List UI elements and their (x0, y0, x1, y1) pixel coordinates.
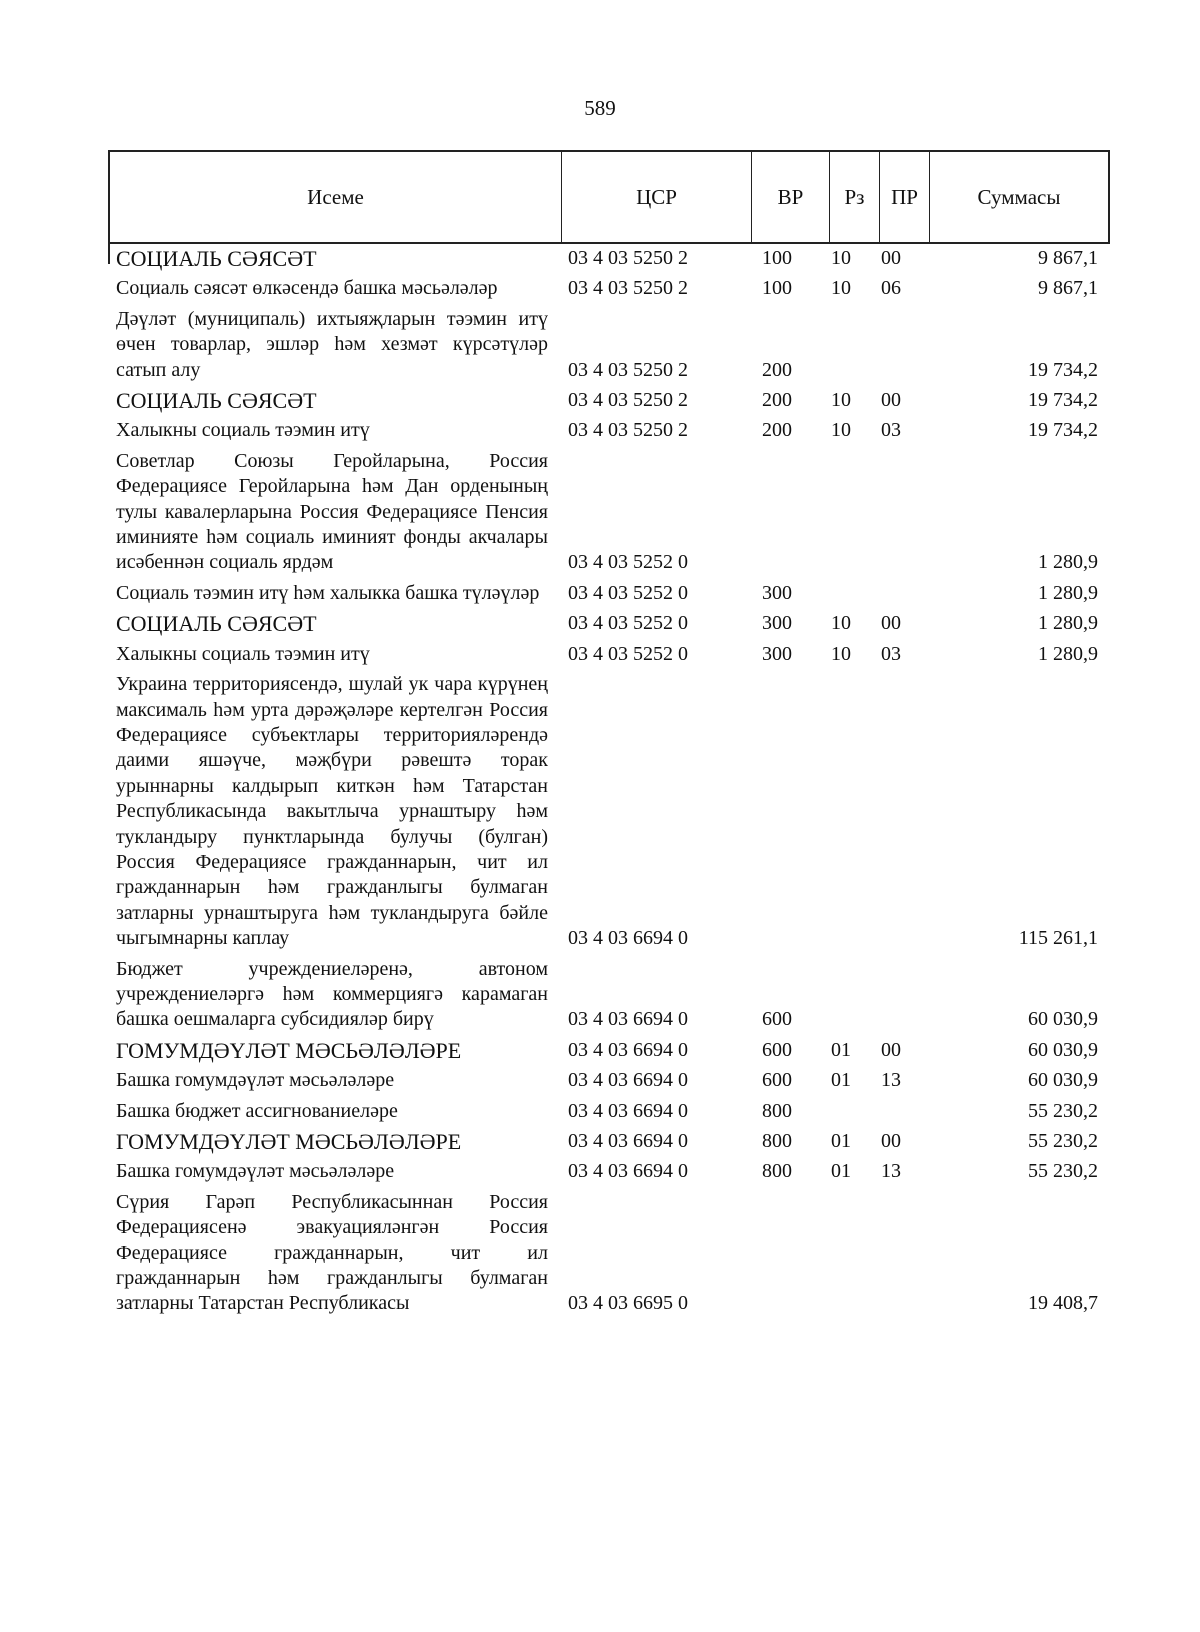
cell-vr: 200 (762, 389, 792, 412)
cell-name: Сүрия Гарәп Республикасыннан Россия Федерациясенә эвакуацияләнгән Россия Федерациясе гражданнарын, чит ил гражданнарын һәм гражданлыгы булмаган затларны Татарстан Республикасы (116, 1190, 548, 1315)
cell-sum: 1 280,9 (1038, 642, 1098, 665)
cell-sum: 19 734,2 (1028, 389, 1098, 412)
cell-name: Башка бюджет ассигнованиеләре (116, 1099, 398, 1122)
cell-rz: 10 (831, 277, 851, 300)
cell-csr: 03 4 03 6694 0 (568, 927, 688, 950)
cell-name: СОЦИАЛЬ СӘЯСӘТ (116, 246, 317, 271)
page-number: 589 (584, 96, 616, 120)
cell-name: Советлар Союзы Геройларына, Россия Федерациясе Геройларына һәм Дан орденының тулы кавалерларына Россия Федерациясе Пенсия иминияте һәм социаль иминият фонды акчалары исәбеннән социаль ярдәм (116, 449, 548, 574)
cell-name: Бюджет учреждениеләренә, автоном учреждениеләргә һәм коммерциягә карамаган башка оешмаларга субсидияләр бирү (116, 957, 548, 1031)
cell-vr: 600 (762, 1069, 792, 1092)
table-row (108, 388, 1110, 413)
table-row (108, 1159, 1110, 1184)
cell-sum: 9 867,1 (1038, 247, 1098, 269)
header-sum: Суммасы (977, 184, 1061, 209)
cell-csr: 03 4 03 5250 2 (568, 358, 688, 381)
cell-name: ГОМУМДӘҮЛӘТ МӘСЬӘЛӘЛӘРЕ (116, 1037, 462, 1063)
cell-vr: 600 (762, 1038, 792, 1061)
table-row (108, 581, 1110, 606)
cell-rz: 10 (831, 642, 851, 665)
cell-name: Украина территориясендә, шулай ук чара күрүнең максималь һәм урта дәрәҗәләре кертелгән Россия Федерациясе субъектлары территорияләрендә даими яшәүче, мәҗбүри рәвештә торак урыннарны калдырып киткән һәм Татарстан Республикасында вакытлыча урнаштыру һәм тукландыру пунктларында булучы (булган) Россия Федерациясе гражданнарын, чит ил гражданнарын һәм гражданлыгы булмаган затларны урнаштыруга һәм тукландыруга бәйле чыгымнарны каплау (116, 673, 548, 950)
table-body (108, 246, 1110, 1322)
cell-pr: 00 (881, 389, 901, 412)
cell-vr: 800 (762, 1130, 792, 1152)
cell-sum: 19 734,2 (1028, 419, 1098, 442)
cell-pr: 06 (881, 277, 901, 300)
cell-name: Башка гомумдәүләт мәсьәләләре (116, 1069, 395, 1092)
cell-rz: 10 (831, 389, 851, 412)
cell-name: ГОМУМДӘҮЛӘТ МӘСЬӘЛӘЛӘРЕ (116, 1129, 462, 1154)
cell-csr: 03 4 03 5250 2 (568, 419, 688, 442)
cell-csr: 03 4 03 5250 2 (568, 247, 688, 269)
cell-sum: 60 030,9 (1028, 1008, 1098, 1031)
table-row (108, 418, 1110, 443)
table-row (108, 1190, 1110, 1317)
cell-vr: 600 (762, 1008, 792, 1031)
cell-vr: 300 (762, 612, 792, 635)
table-row (108, 1038, 1110, 1063)
cell-vr: 100 (762, 247, 792, 269)
cell-rz: 10 (831, 419, 851, 442)
cell-sum: 55 230,2 (1028, 1160, 1098, 1183)
cell-pr: 03 (881, 419, 901, 442)
table-row (108, 1099, 1110, 1124)
cell-vr: 300 (762, 581, 792, 604)
cell-name: Халыкны социаль тәэмин итү (116, 642, 370, 665)
cell-csr: 03 4 03 6694 0 (568, 1038, 688, 1061)
cell-rz: 10 (831, 612, 851, 635)
header-vr: ВР (752, 152, 830, 242)
cell-csr: 03 4 03 5250 2 (568, 277, 688, 300)
cell-sum: 60 030,9 (1028, 1038, 1098, 1061)
cell-rz: 01 (831, 1038, 851, 1061)
table-row (108, 307, 1110, 383)
cell-vr: 200 (762, 358, 792, 381)
table-row (108, 449, 1110, 576)
cell-csr: 03 4 03 6694 0 (568, 1069, 688, 1092)
table-row (108, 1068, 1110, 1093)
cell-sum: 9 867,1 (1038, 277, 1098, 300)
table-row (108, 672, 1110, 951)
cell-name: Халыкны социаль тәэмин итү (116, 419, 370, 442)
cell-pr: 13 (881, 1069, 901, 1092)
cell-vr: 200 (762, 419, 792, 442)
cell-csr: 03 4 03 5250 2 (568, 389, 688, 412)
cell-csr: 03 4 03 6694 0 (568, 1130, 688, 1152)
cell-pr: 03 (881, 642, 901, 665)
cell-sum: 55 230,2 (1028, 1130, 1098, 1152)
header-pr: ПР (880, 152, 930, 242)
cell-csr: 03 4 03 6695 0 (568, 1292, 688, 1315)
cell-vr: 800 (762, 1099, 792, 1122)
cell-rz: 01 (831, 1160, 851, 1183)
cell-vr: 100 (762, 277, 792, 300)
cell-sum: 1 280,9 (1038, 612, 1098, 635)
cell-csr: 03 4 03 5252 0 (568, 581, 688, 604)
cell-vr: 800 (762, 1160, 792, 1183)
cell-name: СОЦИАЛЬ СӘЯСӘТ (116, 388, 317, 414)
cell-name: Социаль тәэмин итү һәм халыкка башка түләүләр (116, 581, 540, 604)
cell-pr: 00 (881, 612, 901, 635)
cell-sum: 1 280,9 (1038, 551, 1098, 574)
table-row (108, 642, 1110, 667)
cell-csr: 03 4 03 5252 0 (568, 612, 688, 635)
cell-name: Башка гомумдәүләт мәсьәләләре (116, 1160, 395, 1183)
table-row (108, 611, 1110, 636)
table-header (108, 150, 1110, 244)
cell-pr: 00 (881, 247, 901, 269)
cell-name: СОЦИАЛЬ СӘЯСӘТ (116, 611, 317, 637)
cell-sum: 1 280,9 (1038, 581, 1098, 604)
table-row (108, 276, 1110, 301)
cell-sum: 19 734,2 (1028, 358, 1098, 381)
cell-pr: 00 (881, 1130, 901, 1152)
table-row (108, 246, 1110, 271)
cell-csr: 03 4 03 5252 0 (568, 551, 688, 574)
table-row (108, 1129, 1110, 1154)
cell-rz: 01 (831, 1130, 851, 1152)
header-name: Исеме (110, 152, 562, 242)
header-csr: ЦСР (562, 152, 752, 242)
header-rz: Рз (830, 152, 880, 242)
cell-csr: 03 4 03 6694 0 (568, 1008, 688, 1031)
cell-csr: 03 4 03 5252 0 (568, 642, 688, 665)
cell-sum: 115 261,1 (1018, 927, 1098, 950)
cell-sum: 60 030,9 (1028, 1069, 1098, 1092)
table-row (108, 957, 1110, 1033)
cell-csr: 03 4 03 6694 0 (568, 1160, 688, 1183)
cell-sum: 19 408,7 (1028, 1292, 1098, 1315)
cell-sum: 55 230,2 (1028, 1099, 1098, 1122)
cell-name: Социаль сәясәт өлкәсендә башка мәсьәләләр (116, 277, 498, 300)
cell-rz: 10 (831, 247, 851, 269)
cell-vr: 300 (762, 642, 792, 665)
cell-pr: 00 (881, 1038, 901, 1061)
cell-csr: 03 4 03 6694 0 (568, 1099, 688, 1122)
cell-name: Дәүләт (муниципаль) ихтыяҗларын тәэмин итү өчен товарлар, эшләр һәм хезмәт күрсәтүләр сатып алу (116, 307, 548, 381)
cell-rz: 01 (831, 1069, 851, 1092)
cell-pr: 13 (881, 1160, 901, 1183)
